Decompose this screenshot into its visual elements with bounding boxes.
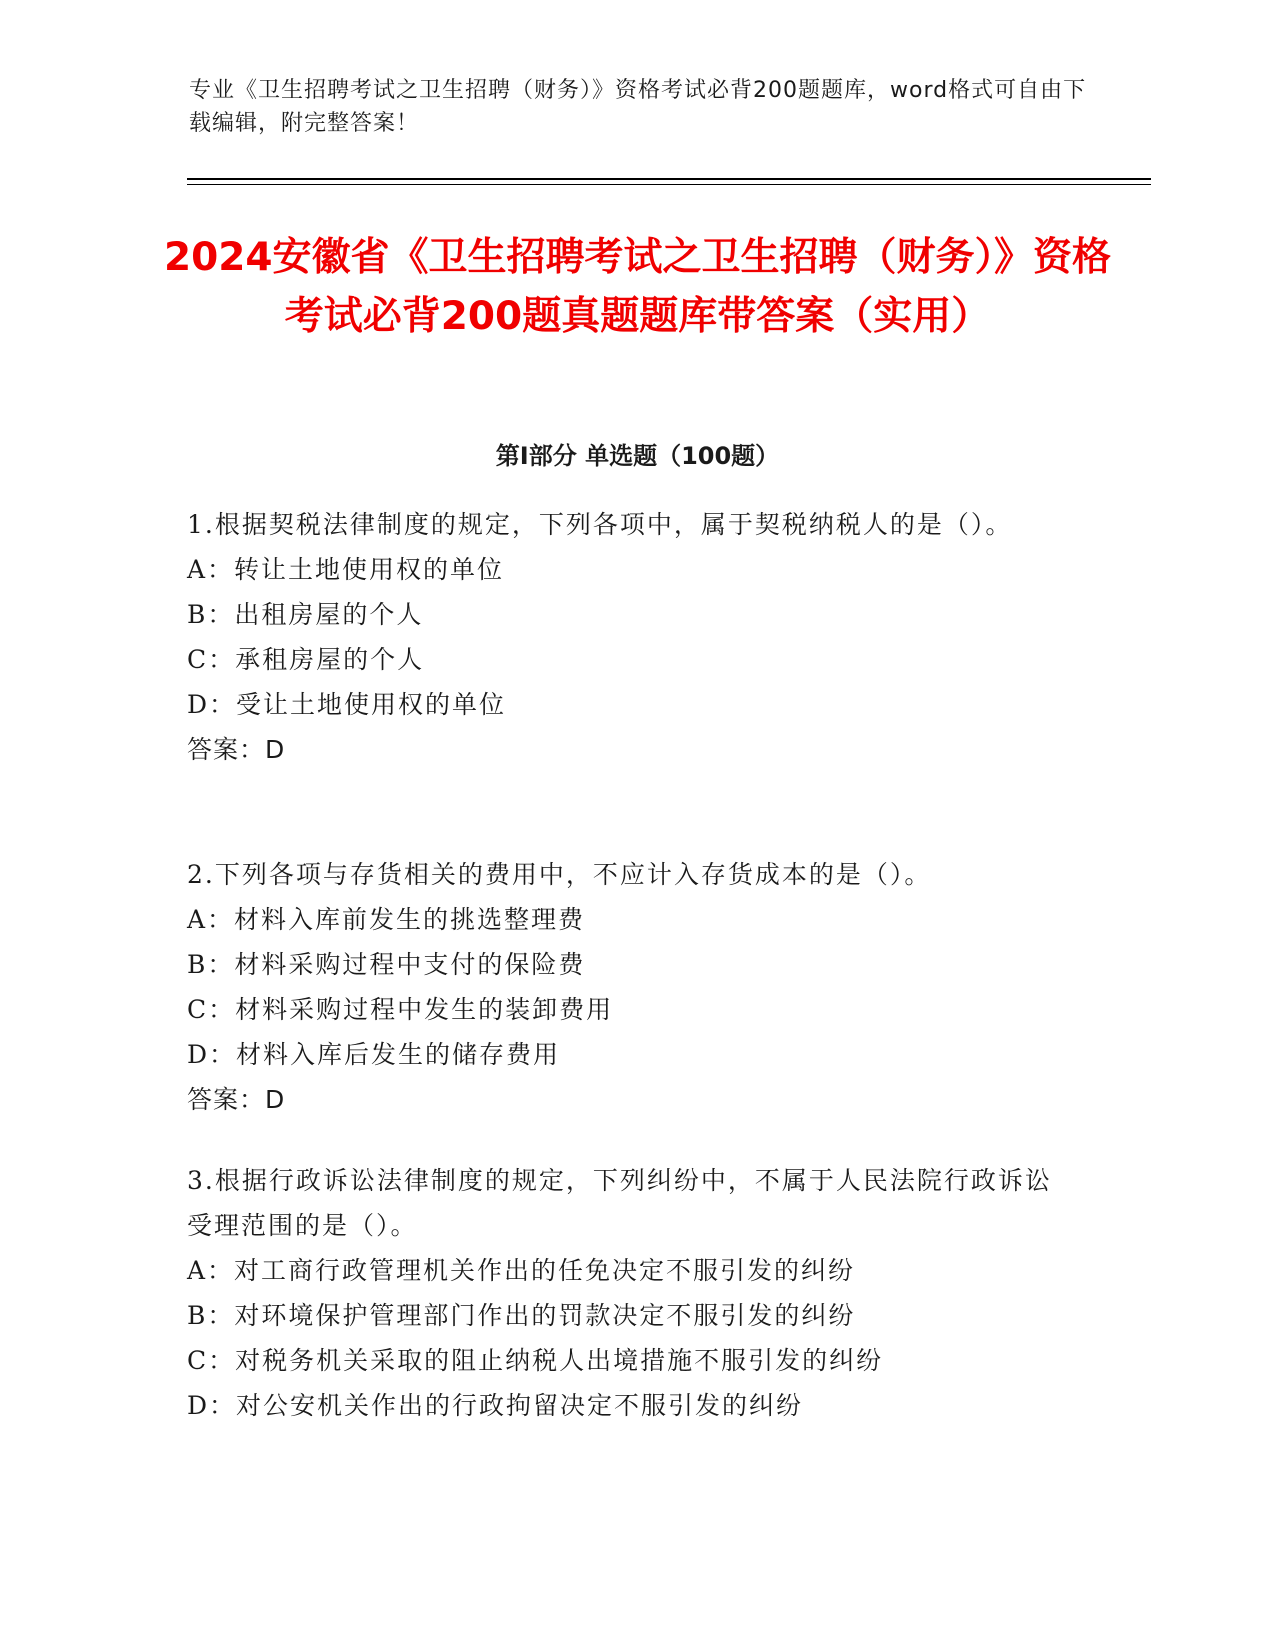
document-title: 2024安徽省《卫生招聘考试之卫生招聘（财务）》资格考试必背200题真题题库带答案（实用） (163, 235, 1112, 339)
document-header (189, 74, 1089, 140)
question-2 (187, 852, 1057, 1122)
option-b: B：对环境保护管理部门作出的罚款决定不服引发的纠纷 (187, 1301, 856, 1330)
question-stem: 2.下列各项与存货相关的费用中，不应计入存货成本的是（）。 (187, 860, 932, 889)
option-d: D：材料入库后发生的储存费用 (187, 1040, 561, 1069)
section-heading: 第I部分 单选题（100题） (495, 442, 780, 470)
question-1 (187, 502, 1057, 772)
answer: 答案：D (187, 735, 286, 764)
option-a: A：转让土地使用权的单位 (187, 555, 505, 584)
option-b: B：材料采购过程中支付的保险费 (187, 950, 586, 979)
answer: 答案：D (187, 1085, 286, 1114)
option-a: A：对工商行政管理机关作出的任免决定不服引发的纠纷 (187, 1256, 856, 1285)
question-3 (187, 1158, 1057, 1428)
option-d: D：对公安机关作出的行政拘留决定不服引发的纠纷 (187, 1391, 804, 1420)
header-rule-thick (187, 178, 1151, 180)
header-text: 专业《卫生招聘考试之卫生招聘（财务）》资格考试必背200题题库，word格式可自由下载编辑，附完整答案！ (189, 78, 1087, 136)
question-stem: 1.根据契税法律制度的规定，下列各项中，属于契税纳税人的是（）。 (187, 510, 1013, 539)
option-c: C：材料采购过程中发生的装卸费用 (187, 995, 614, 1024)
option-c: C：对税务机关采取的阻止纳税人出境措施不服引发的纠纷 (187, 1346, 884, 1375)
question-stem: 3.根据行政诉讼法律制度的规定，下列纠纷中，不属于人民法院行政诉讼受理范围的是（）。 (187, 1166, 1052, 1240)
option-a: A：材料入库前发生的挑选整理费 (187, 905, 586, 934)
header-rule-thin (187, 184, 1151, 185)
option-b: B：出租房屋的个人 (187, 600, 424, 629)
option-d: D：受让土地使用权的单位 (187, 690, 507, 719)
option-c: C：承租房屋的个人 (187, 645, 425, 674)
